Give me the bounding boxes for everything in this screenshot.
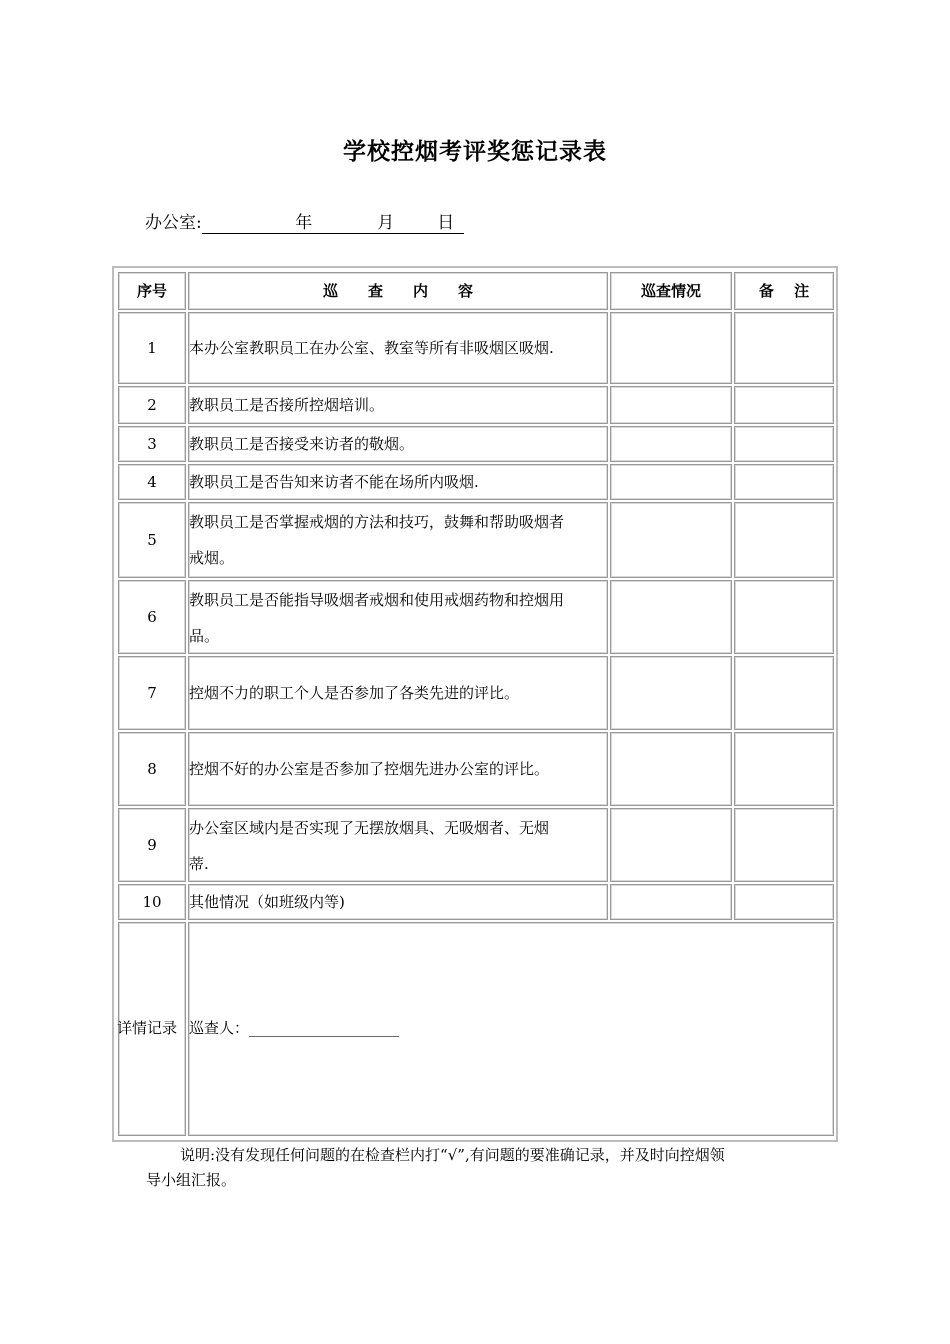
detail-label: 详情记录 [117,1019,178,1037]
row-content-line-1: 控烟不好的办公室是否参加了控烟先进办公室的评比。 [189,760,550,778]
row-no-cell [118,884,186,920]
row-number: 4 [147,473,157,491]
row-no-cell [118,732,186,806]
row-status-cell [610,808,732,882]
row-content-cell [188,312,608,384]
row-number: 10 [142,893,162,911]
footnote-line-1 [146,1143,816,1168]
detail-label-cell [118,922,186,1136]
office-date-line [145,208,464,234]
row-content-cell [188,502,608,578]
month-blank [406,213,428,234]
row-content-line-2: 戒烟。 [189,549,235,567]
row-content-line-1: 教职员工是否接受来访者的敬烟。 [189,435,415,453]
row-no-cell [118,386,186,424]
year-label: 年 [284,208,324,234]
row-status-cell [610,386,732,424]
row-number: 6 [147,608,157,626]
header-content-cell [188,272,608,310]
day-label: 日 [428,208,464,234]
row-no-cell [118,580,186,654]
header-content: 巡 查 内 容 [322,282,473,300]
row-status-cell [610,464,732,500]
detail-record-cell [188,922,834,1136]
row-status-cell [610,312,732,384]
row-number: 2 [147,396,157,414]
row-status-cell [610,426,732,462]
inspector-signature-blank[interactable]: ____________________ [249,1019,400,1037]
row-remark-cell [734,386,834,424]
row-status-cell [610,580,732,654]
footnote-line-2: 导小组汇报。 [146,1171,237,1189]
row-content-cell [188,426,608,462]
row-content-cell [188,464,608,500]
header-no: 序号 [136,282,167,300]
row-no-cell [118,502,186,578]
year-blank [324,213,366,234]
inspection-table [112,266,838,1142]
row-remark-cell [734,884,834,920]
row-status-cell [610,884,732,920]
header-status-cell [610,272,732,310]
row-content-cell [188,808,608,882]
header-remark-cell [734,272,834,310]
office-blank [202,213,284,234]
row-content-cell [188,386,608,424]
document-title: 学校控烟考评奖惩记录表 [343,138,607,165]
row-content-line-1: 本办公室教职员工在办公室、教室等所有非吸烟区吸烟. [189,339,554,357]
row-remark-cell [734,426,834,462]
row-content-cell [188,656,608,730]
row-content-line-1: 教职员工是否接所控烟培训。 [189,396,385,414]
month-label: 月 [366,208,406,234]
row-number: 5 [147,531,157,549]
row-content-line-1: 办公室区域内是否实现了无摆放烟具、无吸烟者、无烟 [189,819,550,837]
row-remark-cell [734,580,834,654]
row-no-cell [118,426,186,462]
row-number: 7 [147,684,157,702]
header-no-cell [118,272,186,310]
row-content-cell [188,884,608,920]
row-content-line-1: 教职员工是否掌握戒烟的方法和技巧，鼓舞和帮助吸烟者 [189,513,565,531]
row-remark-cell [734,502,834,578]
inspector-label: 巡查人： [189,1019,250,1037]
footnote [146,1143,816,1193]
row-content-line-1: 其他情况（如班级内等) [189,893,345,911]
row-no-cell [118,312,186,384]
row-remark-cell [734,464,834,500]
row-remark-cell [734,808,834,882]
inspector-line [189,1009,399,1047]
row-content-line-1: 教职员工是否告知来访者不能在场所内吸烟. [189,473,479,491]
row-no-cell [118,656,186,730]
row-content-cell [188,580,608,654]
row-status-cell [610,732,732,806]
row-content-cell [188,732,608,806]
row-number: 1 [147,339,157,357]
header-remark: 备 注 [758,282,810,300]
office-label: 办公室: [145,213,202,233]
row-no-cell [118,808,186,882]
row-content-line-1: 控烟不力的职工个人是否参加了各类先进的评比。 [189,684,520,702]
row-remark-cell [734,312,834,384]
row-status-cell [610,502,732,578]
row-no-cell [118,464,186,500]
row-number: 8 [147,760,157,778]
row-content-line-2: 蒂. [189,855,209,873]
row-number: 3 [147,435,157,453]
row-number: 9 [147,836,157,854]
footnote-text-1: 说明:没有发现任何问题的在检查栏内打“√”,有问题的要准确记录，并及时向控烟领 [180,1146,725,1164]
row-content-line-2: 品。 [189,627,220,645]
row-status-cell [610,656,732,730]
row-content-line-1: 教职员工是否能指导吸烟者戒烟和使用戒烟药物和控烟用 [189,591,565,609]
row-remark-cell [734,656,834,730]
header-status: 巡查情况 [640,282,701,300]
row-remark-cell [734,732,834,806]
